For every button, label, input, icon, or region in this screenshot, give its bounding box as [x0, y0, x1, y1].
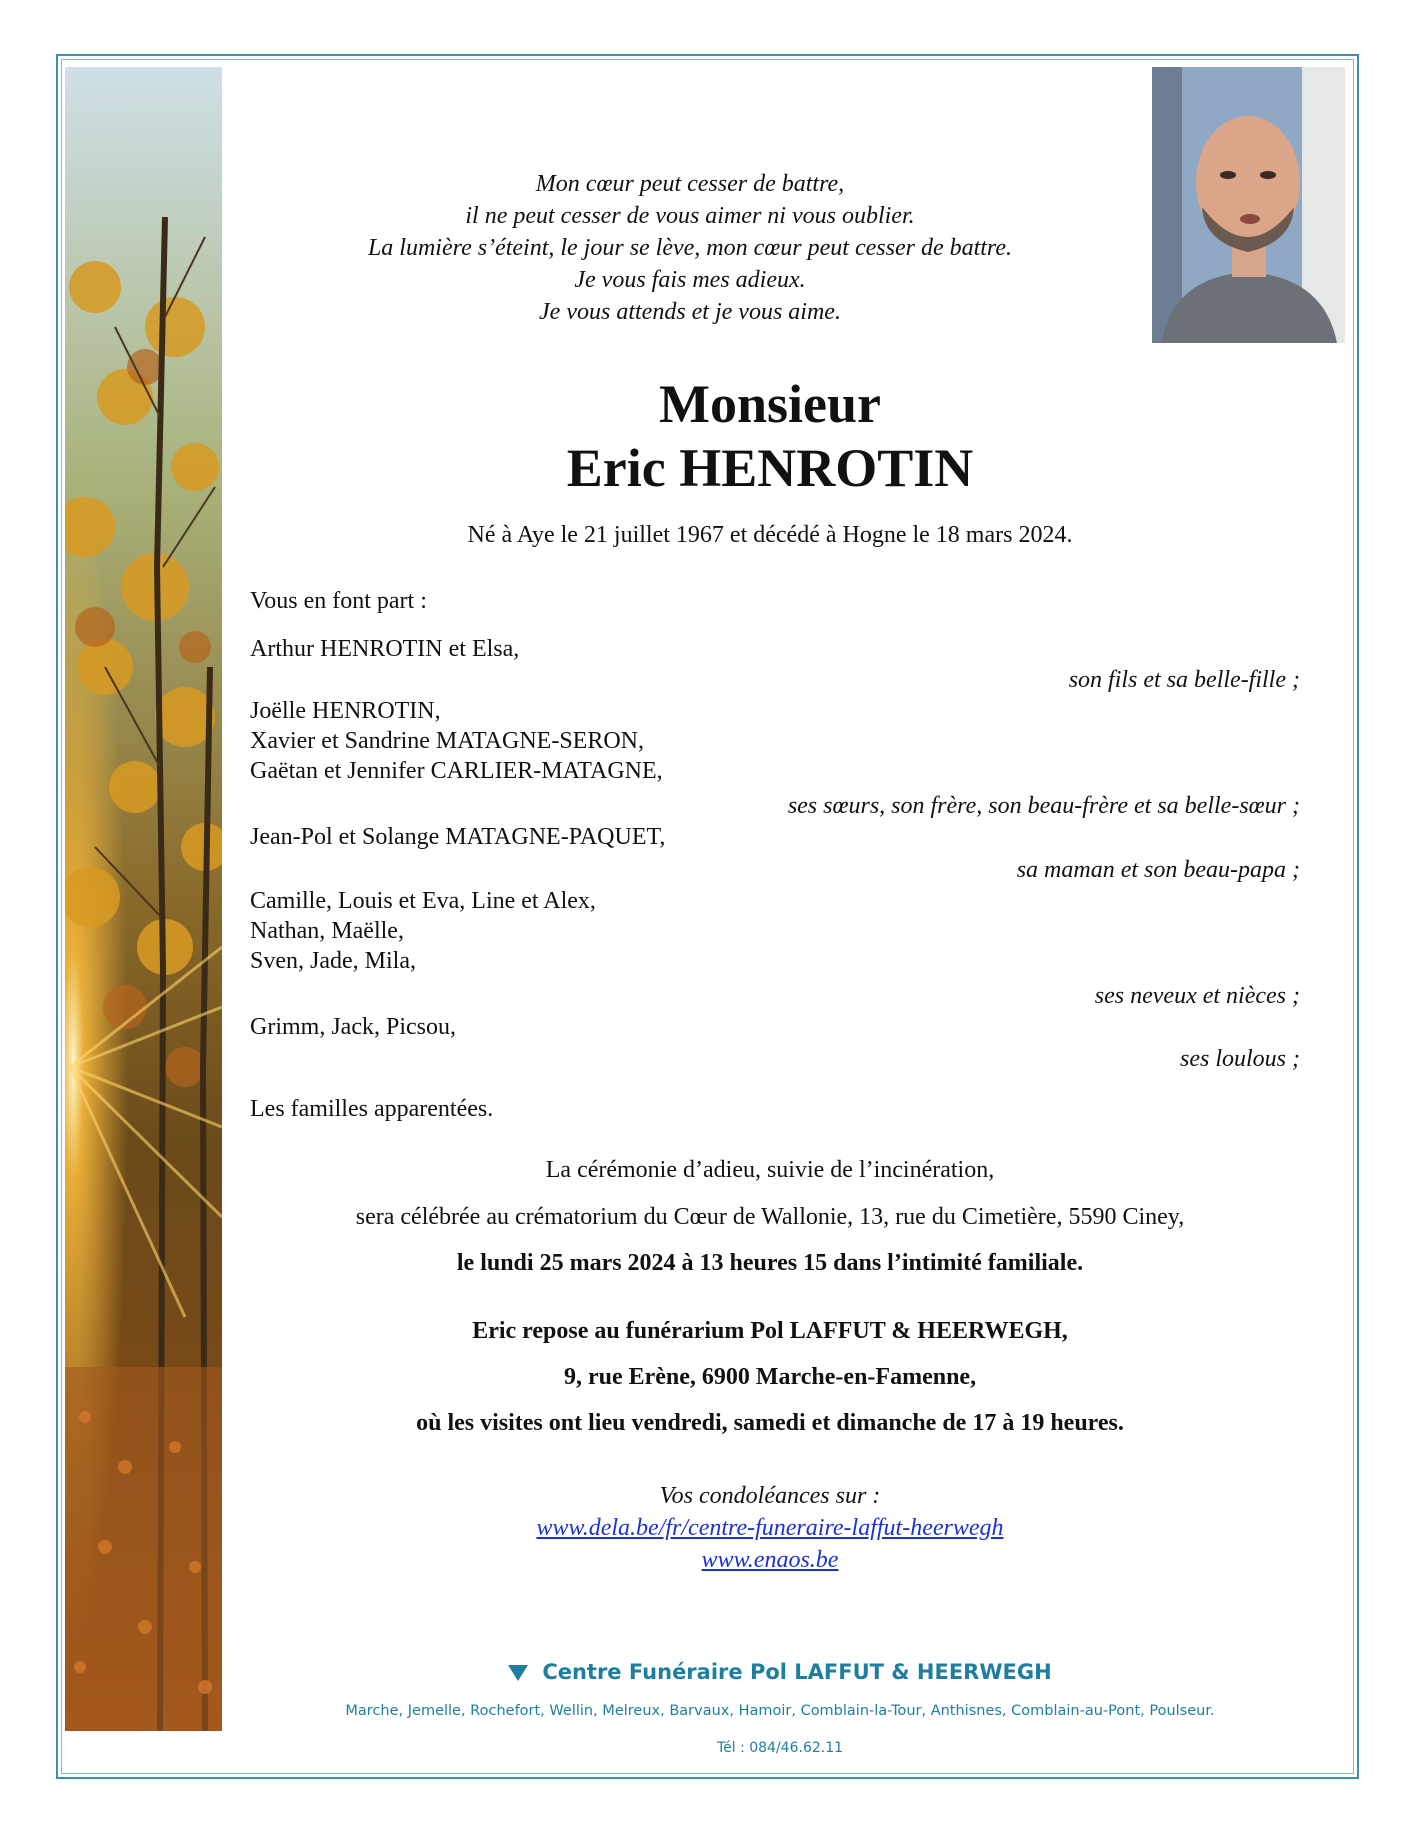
family-name: Nathan, Maëlle, — [250, 918, 404, 944]
poem — [230, 168, 1150, 328]
company-name: Centre Funéraire Pol LAFFUT & HEERWEGH — [542, 1660, 1052, 1684]
poem-line: Je vous attends et je vous aime. — [539, 299, 841, 325]
condolences-link-enaos[interactable]: www.enaos.be — [701, 1547, 839, 1573]
ceremony-datetime: le lundi 25 mars 2024 à 13 heures 15 dans l’intimité familiale. — [456, 1250, 1084, 1276]
portrait-photo — [1152, 67, 1345, 343]
related-families: Les familles apparentées. — [250, 1096, 494, 1122]
family-names — [250, 696, 663, 786]
family-name: Joëlle HENROTIN, — [250, 698, 441, 724]
family-relation: son fils et sa belle-fille ; — [1068, 667, 1300, 693]
family-names — [250, 822, 665, 852]
footer-locations: Marche, Jemelle, Rochefort, Wellin, Melreux, Barvaux, Hamoir, Comblain-la-Tour, Anthisnes, Comblain-au-Pont, Poulseur. — [345, 1703, 1215, 1719]
family-relation: ses loulous ; — [1180, 1046, 1300, 1072]
family-names — [250, 634, 519, 664]
visit-line: Eric repose au funérarium Pol LAFFUT & HEERWEGH, — [472, 1318, 1068, 1344]
family-names — [250, 886, 596, 976]
family-name: Gaëtan et Jennifer CARLIER-MATAGNE, — [250, 758, 663, 784]
visit-line: 9, rue Erène, 6900 Marche-en-Famenne, — [563, 1364, 977, 1390]
poem-line: Mon cœur peut cesser de battre, — [535, 171, 845, 197]
deceased-name: Eric HENROTIN — [566, 438, 974, 498]
family-relation: ses neveux et nièces ; — [1094, 983, 1300, 1009]
family-name: Sven, Jade, Mila, — [250, 948, 416, 974]
family-name: Camille, Louis et Eva, Line et Alex, — [250, 888, 596, 914]
family-names — [250, 1012, 456, 1042]
birth-death-dates: Né à Aye le 21 juillet 1967 et décédé à Hogne le 18 mars 2024. — [467, 522, 1073, 548]
deceased-title: Monsieur — [659, 374, 881, 434]
family-name: Jean-Pol et Solange MATAGNE-PAQUET, — [250, 824, 666, 850]
poem-line: Je vous fais mes adieux. — [574, 267, 806, 293]
footer-company — [230, 1660, 1330, 1684]
ceremony-line: sera célébrée au crématorium du Cœur de Wallonie, 13, rue du Cimetière, 5590 Ciney, — [355, 1204, 1185, 1230]
condolences-link-dela[interactable]: www.dela.be/fr/centre-funeraire-laffut-heerwegh — [536, 1515, 1004, 1541]
intro-text: Vous en font part : — [250, 588, 427, 614]
family-relation: ses sœurs, son frère, son beau-frère et sa belle-sœur ; — [787, 793, 1300, 819]
family-relation: sa maman et son beau-papa ; — [1016, 857, 1300, 883]
visit-line: où les visites ont lieu vendredi, samedi et dimanche de 17 à 19 heures. — [416, 1410, 1124, 1436]
autumn-tree-image — [65, 67, 222, 1731]
poem-line: La lumière s’éteint, le jour se lève, mon cœur peut cesser de battre. — [367, 235, 1013, 261]
condolences-label: Vos condoléances sur : — [659, 1483, 881, 1509]
footer-phone: Tél : 084/46.62.11 — [716, 1740, 844, 1756]
family-name: Xavier et Sandrine MATAGNE-SERON, — [250, 728, 645, 754]
ceremony-line: La cérémonie d’adieu, suivie de l’incinération, — [545, 1157, 995, 1183]
triangle-down-icon — [508, 1665, 528, 1681]
poem-line: il ne peut cesser de vous aimer ni vous oublier. — [465, 203, 915, 229]
family-name: Grimm, Jack, Picsou, — [250, 1014, 456, 1040]
family-name: Arthur HENROTIN et Elsa, — [250, 636, 520, 662]
